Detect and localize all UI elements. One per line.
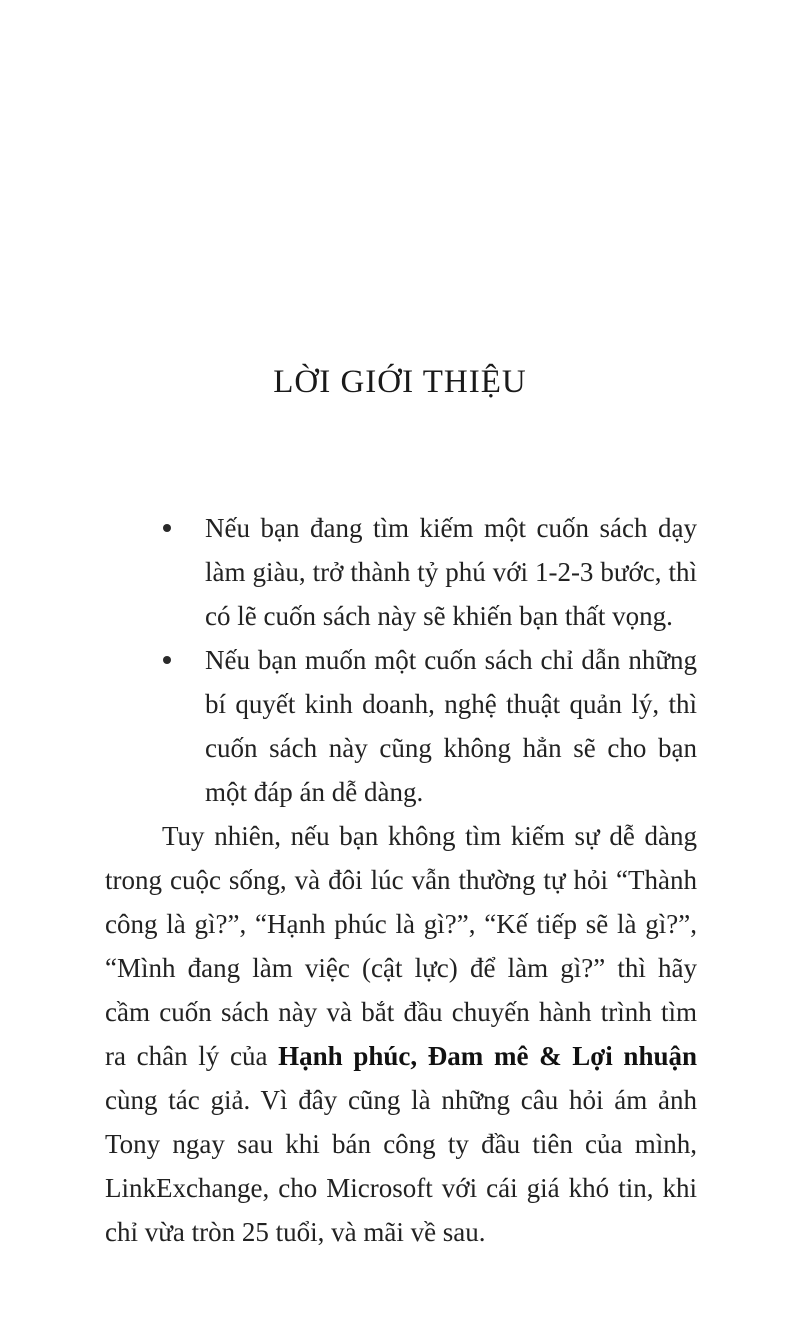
bullet-icon [163, 524, 171, 532]
emphasis-text: Hạnh phúc, Đam mê & Lợi nhuận [278, 1041, 697, 1071]
paragraph-line-7: cùng tác giả. Vì đây cũng là những câu hỏi ám ảnh [105, 1085, 697, 1115]
bullet-1-line-2: làm giàu, trở thành tỷ phú với 1-2-3 bước, thì [205, 557, 697, 587]
bullet-icon [163, 656, 171, 664]
paragraph-line-8: Tony ngay sau khi bán công ty đầu tiên của mình, [105, 1129, 697, 1159]
bullet-2-line-1: Nếu bạn muốn một cuốn sách chỉ dẫn những [205, 645, 697, 675]
paragraph-line-9: LinkExchange, cho Microsoft với cái giá khó tin, khi [105, 1173, 697, 1203]
bullet-2-line-4: một đáp án dễ dàng. [205, 777, 424, 807]
paragraph-line-1: Tuy nhiên, nếu bạn không tìm kiếm sự dễ dàng [162, 821, 697, 851]
paragraph-line-6 [105, 1038, 697, 1074]
paragraph-line-3: công là gì?”, “Hạnh phúc là gì?”, “Kế tiếp sẽ là gì?”, [105, 909, 697, 939]
paragraph-line-10: chỉ vừa tròn 25 tuổi, và mãi về sau. [105, 1217, 486, 1247]
chapter-title: LỜI GIỚI THIỆU [273, 364, 527, 400]
paragraph-line-4: “Mình đang làm việc (cật lực) để làm gì?” thì hãy [105, 953, 697, 983]
paragraph-line-6-prefix: ra chân lý của [105, 1041, 279, 1071]
bullet-2-line-2: bí quyết kinh doanh, nghệ thuật quản lý, thì [205, 689, 697, 719]
paragraph-line-5: cầm cuốn sách này và bắt đầu chuyến hành trình tìm [105, 997, 697, 1027]
paragraph-line-2: trong cuộc sống, và đôi lúc vẫn thường tự hỏi “Thành [105, 865, 697, 895]
bullet-1-line-1: Nếu bạn đang tìm kiếm một cuốn sách dạy [205, 513, 697, 543]
bullet-1-line-3: có lẽ cuốn sách này sẽ khiến bạn thất vọng. [205, 601, 673, 631]
bullet-2-line-3: cuốn sách này cũng không hẳn sẽ cho bạn [205, 733, 697, 763]
